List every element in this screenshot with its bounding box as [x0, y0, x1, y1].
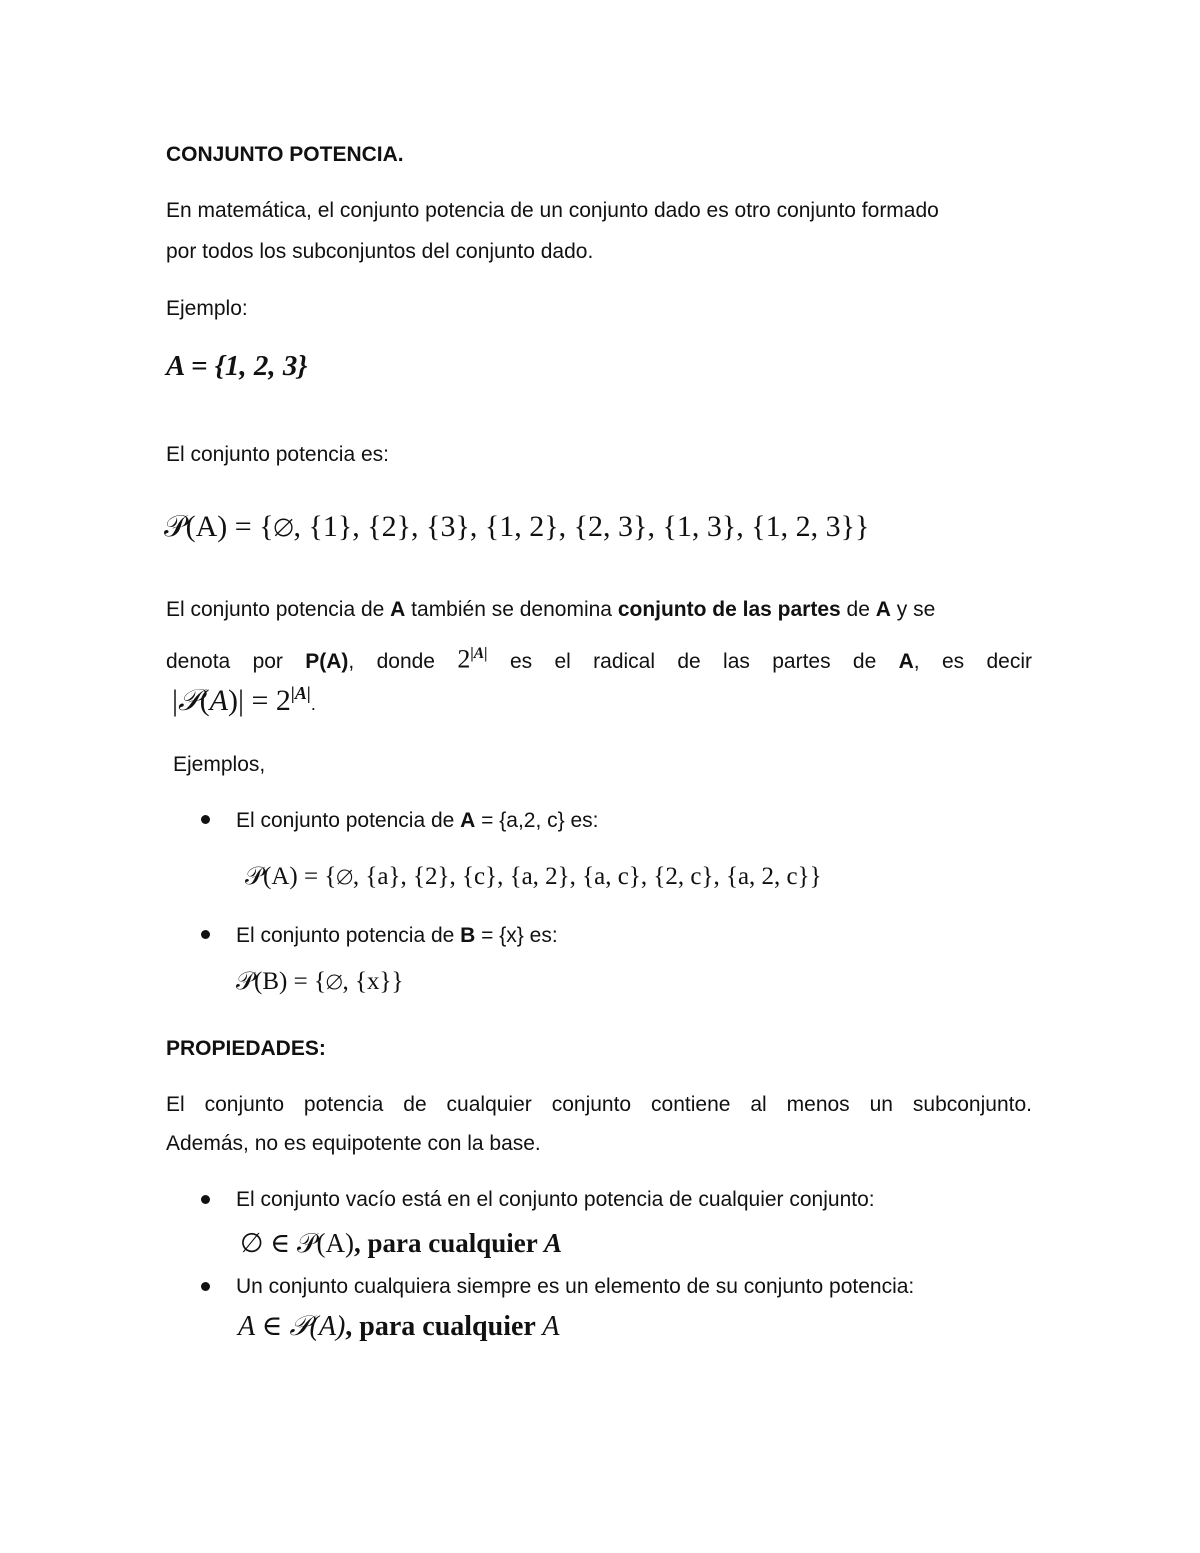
bullet: [201, 930, 210, 939]
formula-part: A: [543, 1228, 562, 1258]
word: de: [852, 649, 877, 673]
bullet: [201, 1282, 210, 1291]
example-2-formula: 𝒫(B) = {∅, {x}}: [236, 968, 404, 995]
formula-part: A: [542, 1311, 560, 1342]
text-span: también se denomina: [405, 598, 618, 621]
power-set-label: El conjunto potencia es:: [166, 443, 389, 466]
bold-term: conjunto de las partes: [617, 598, 841, 621]
properties-line-2: Además, no es equipotente con la base.: [166, 1132, 541, 1155]
word: donde: [376, 649, 435, 673]
word: partes: [772, 649, 831, 673]
word: decir: [986, 649, 1032, 673]
word: radical: [593, 649, 656, 673]
properties-title: PROPIEDADES:: [166, 1037, 326, 1060]
word: denota: [166, 649, 231, 673]
math-cardinality: |𝒫(A)| = $2^{|A|}$: [172, 683, 311, 718]
text-span: El conjunto potencia de: [236, 924, 461, 947]
intro-line-1: En matemática, el conjunto potencia de un conjunto dado es otro conjunto formado: [166, 199, 939, 222]
word: el: [554, 649, 571, 673]
property-2-formula: [238, 1313, 559, 1341]
word: es: [941, 649, 965, 673]
formula-a-set: A = {1, 2, 3}: [166, 350, 308, 382]
paragraph-line-3: [172, 684, 316, 716]
math-two-power-a: $2^{|A|}$: [457, 644, 488, 674]
bold-a: A: [460, 809, 476, 832]
properties-line-1: El conjunto potencia de cualquier conjunto contiene al menos un subconjunto.: [166, 1093, 1032, 1116]
period: .: [310, 694, 316, 714]
text-span: de: [840, 598, 876, 621]
example-1-text: [236, 810, 599, 831]
bold-a: A: [875, 598, 891, 621]
formula-part: , para cualquier: [353, 1228, 544, 1258]
word: es: [509, 649, 533, 673]
examples-label: Ejemplos,: [173, 753, 266, 776]
property-1-formula: [240, 1230, 562, 1257]
text-span: El conjunto potencia de: [236, 809, 461, 832]
word-group: [305, 651, 354, 672]
bullet: [201, 1195, 210, 1204]
comma: ,: [913, 649, 920, 673]
text-span: El conjunto potencia de: [166, 598, 391, 621]
page-title: CONJUNTO POTENCIA.: [166, 143, 404, 166]
paragraph-line-2: [166, 646, 1032, 673]
bullet: [201, 815, 210, 824]
property-2-text: Un conjunto cualquiera siempre es un elemento de su conjunto potencia:: [236, 1275, 915, 1298]
intro-line-2: por todos los subconjuntos del conjunto dado.: [166, 240, 594, 263]
text-span: y se: [890, 598, 936, 621]
example-2-text: [236, 925, 558, 946]
example-label: Ejemplo:: [166, 297, 248, 320]
word: las: [723, 649, 750, 673]
bold-a: A: [898, 649, 914, 673]
property-1-text: El conjunto vacío está en el conjunto potencia de cualquier conjunto:: [236, 1188, 875, 1211]
word: por: [252, 649, 283, 673]
bold-pa: P(A): [305, 649, 349, 673]
bold-b: B: [460, 924, 476, 947]
formula-power-set: 𝒫(A) = {∅, {1}, {2}, {3}, {1, 2}, {2, 3}, {1, 3}, {1, 2, 3}}: [164, 510, 870, 543]
example-1-formula: 𝒫(A) = {∅, {a}, {2}, {c}, {a, 2}, {a, c}, {2, c}, {a, 2, c}}: [245, 863, 822, 890]
word: de: [677, 649, 701, 673]
text-span: = {a,2, c} es:: [475, 809, 599, 832]
formula-part: ∅ ∈ 𝒫(A): [240, 1228, 354, 1258]
text-span: = {x} es:: [475, 924, 558, 947]
formula-part: A ∈ 𝒫(A): [238, 1311, 346, 1342]
bold-a: A: [390, 598, 406, 621]
formula-part: , para cualquier: [345, 1311, 543, 1342]
paragraph-line-1: [166, 599, 935, 620]
comma: ,: [348, 649, 355, 673]
word-group: [899, 651, 920, 672]
